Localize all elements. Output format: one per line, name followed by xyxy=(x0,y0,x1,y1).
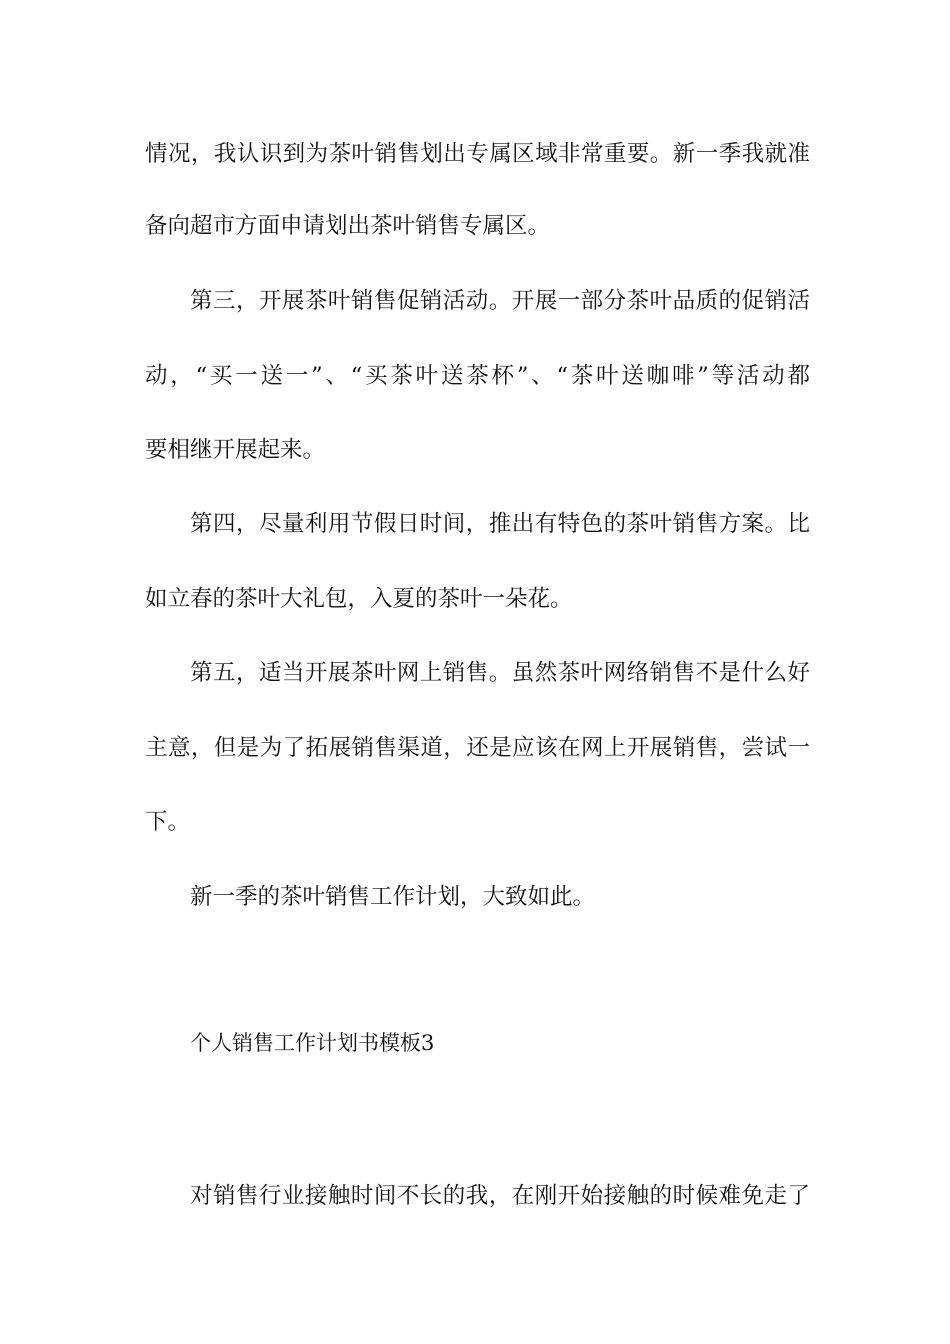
paragraph-1-line-2: 备向超市方面申请划出茶叶销售专属区。 xyxy=(145,213,551,239)
paragraph-5-line-1: 新一季的茶叶销售工作计划，大致如此。 xyxy=(190,884,596,910)
paragraph-2-line-1: 第三，开展茶叶销售促销活动。开展一部分茶叶品质的促销活 xyxy=(190,288,810,314)
paragraph-2-line-3: 要相继开展起来。 xyxy=(145,437,326,463)
paragraph-4-line-2: 主意，但是为了拓展销售渠道，还是应该在网上开展销售，尝试一 xyxy=(145,735,810,761)
paragraph-3-line-2: 如立春的茶叶大礼包，入夏的茶叶一朵花。 xyxy=(145,586,573,612)
paragraph-3-line-1: 第四，尽量利用节假日时间，推出有特色的茶叶销售方案。比 xyxy=(190,511,810,537)
paragraph-4-line-1: 第五，适当开展茶叶网上销售。虽然茶叶网络销售不是什么好 xyxy=(190,660,810,686)
paragraph-1-line-1: 情况，我认识到为茶叶销售划出专属区域非常重要。新一季我就准 xyxy=(145,141,810,167)
paragraph-6-line-1: 对销售行业接触时间不长的我，在刚开始接触的时候难免走了 xyxy=(190,1183,810,1209)
section-heading: 个人销售工作计划书模板3 xyxy=(190,1031,435,1055)
paragraph-2-line-2: 动，“买一送一”、“买茶叶送茶杯”、“茶叶送咖啡”等活动都 xyxy=(145,363,810,389)
paragraph-4-line-3: 下。 xyxy=(145,809,191,835)
